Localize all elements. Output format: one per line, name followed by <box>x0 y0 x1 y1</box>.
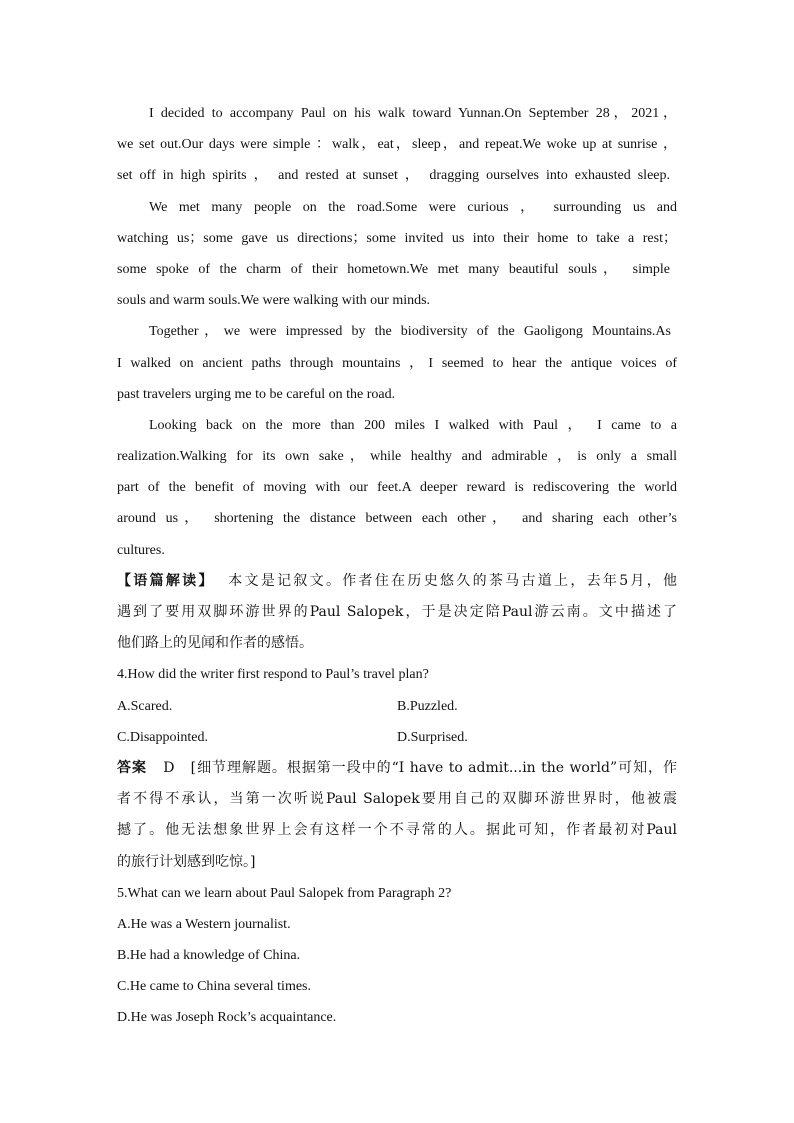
paragraph-2 <box>117 192 677 317</box>
analysis-text: 本文是记叙文。作者住在历史悠久的茶马古道上，去年5月，他 <box>228 572 677 589</box>
text-line: we set out.Our days were simple ：walk，eat，sleep，and repeat.We woke up at sunrise ， <box>117 137 677 153</box>
option-d: D.He was Joseph Rock’s acquaintance. <box>117 1010 337 1026</box>
answer-line <box>117 753 677 784</box>
question-4 <box>117 659 677 877</box>
text-line: watching us；some gave us directions；some invited us into their home to take a rest； <box>117 230 677 246</box>
question-stem: 5.What can we learn about Paul Salopek from Paragraph 2? <box>117 885 452 901</box>
text-line: We met many people on the road.Some were curious ， surrounding us and <box>149 199 677 215</box>
paragraph-4 <box>117 410 677 566</box>
answer-letter: D <box>163 759 175 776</box>
passage <box>117 98 677 566</box>
option-row <box>117 691 677 722</box>
analysis-line: 遇到了要用双脚环游世界的Paul Salopek，于是决定陪Paul游云南。文中描述了 <box>117 604 677 620</box>
answer-explanation <box>117 753 677 878</box>
analysis-line: 他们路上的见闻和作者的感悟。 <box>117 635 313 652</box>
text-line: Together，we were impressed by the biodiversity of the Gaoligong Mountains.As <box>149 324 671 340</box>
answer-line: 的旅行计划感到吃惊。] <box>117 853 256 870</box>
paragraph-1 <box>117 98 677 192</box>
answer-line: 撼了。他无法想象世界上会有这样一个不寻常的人。据此可知，作者最初对Paul <box>117 822 677 839</box>
option-a: A.He was a Western journalist. <box>117 916 291 932</box>
text-line: I decided to accompany Paul on his walk toward Yunnan.On September 28，2021， <box>149 106 677 121</box>
text-line: around us， shortening the distance between each other， and sharing each other’s <box>117 511 677 527</box>
text-line: souls and warm souls.We were walking with our minds. <box>117 293 431 309</box>
option-c: C.Disappointed. <box>117 729 208 745</box>
text-line: Looking back on the more than 200 miles I walked with Paul ， I came to a <box>149 417 677 433</box>
text-line: realization.Walking for its own sake，while healthy and admirable ，is only a small <box>117 449 677 465</box>
option-a: A.Scared. <box>117 698 173 714</box>
option-c: C.He came to China several times. <box>117 979 311 995</box>
answer-tag: 答案 <box>117 759 147 776</box>
answer-text: [细节理解题。根据第一段中的“I have to admit...in the world”可知，作 <box>190 759 677 776</box>
option-b: B.He had a knowledge of China. <box>117 948 301 964</box>
option-d: D.Surprised. <box>397 729 468 745</box>
text-line: I walked on ancient paths through mountains ，I seemed to hear the antique voices of <box>117 355 677 371</box>
text-line: cultures. <box>117 542 165 558</box>
paragraph-3 <box>117 316 677 410</box>
text-line: some spoke of the charm of their hometown.We met many beautiful souls， simple <box>117 261 670 277</box>
option-row <box>117 722 677 753</box>
analysis-line <box>117 566 677 597</box>
passage-analysis <box>117 566 677 660</box>
text-line: part of the benefit of moving with our feet.A deeper reward is rediscovering the world <box>117 480 677 496</box>
text-line: past travelers urging me to be careful on the road. <box>117 386 396 402</box>
question-stem: 4.How did the writer first respond to Paul’s travel plan? <box>117 667 429 683</box>
answer-line: 者不得不承认，当第一次听说Paul Salopek要用自己的双脚环游世界时，他被震 <box>117 791 677 808</box>
question-5 <box>117 878 677 1034</box>
analysis-tag: 【语篇解读】 <box>117 572 215 589</box>
text-line: set off in high spirits ， and rested at sunset ， dragging ourselves into exhausted sleep. <box>117 168 670 184</box>
option-b: B.Puzzled. <box>397 698 458 714</box>
document-page <box>117 98 677 1034</box>
